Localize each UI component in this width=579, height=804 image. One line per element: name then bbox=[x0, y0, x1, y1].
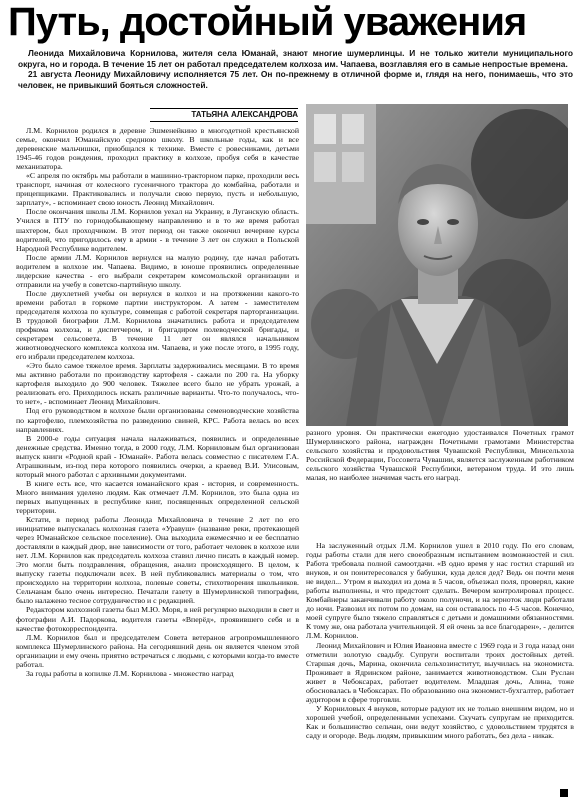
body-paragraph: «С апреля по октябрь мы работали в машинно-тракторном парке, проходили весь транспорт, начиная от колесного гусеничного трактора до комбайна, работали и прицепщиками. Практиковались и получали свою первую, пусть и небольшую, зарплату», - вспоминает свою юность Леонид Михайлович. bbox=[16, 171, 299, 208]
body-paragraph: разного уровня. Он практически ежегодно удостаивался Почетных грамот Шумерлинского района, награжден Почетными грамотами Министерства сельского хозяйства и продовольствия Чувашской Республики, Минсельхоза Российской Федерации, Госсовета Чувашии, является заслуженным работником сельского хозяйства Чувашской Республики, ветераном труда. И это лишь малая, но наиболее значимая часть его наград. bbox=[306, 428, 574, 483]
body-paragraph: После окончания школы Л.М. Корнилов уехал на Украину, в Луганскую область. Учился в ПТУ по горнодобывающему направлению и в то же время работал шахтером, был проходчиком. В этот период он также окончил вечерние курсы водителей, что пригодилось ему в армии - в течение 3 лет он служил в Польской Народной Республике водителем. bbox=[16, 207, 299, 253]
portrait-illustration bbox=[306, 104, 568, 426]
end-of-article-icon bbox=[560, 789, 568, 797]
article-lead bbox=[18, 48, 573, 90]
body-paragraph: Леонид Михайлович и Юлия Ивановна вместе с 1969 года и 3 года назад они отметили золотую свадьбу. Супруги воспитали троих достойных детей. Старшая дочь, Марина, окончила сельхозинститут, выучилась на экономиста. Проживает в Ядринском районе, занимается животноводством. Сын Руслан живет в Чебоксарах, работает водителем. Младшая дочь, Алина, тоже обосновалась в Чебоксарах. По образованию она экономист-бухгалтер, работает аудитором в сфере торговли. bbox=[306, 640, 574, 704]
body-paragraph: В книге есть все, что касается юманайского края - история, и современность. Много внимания уделено людям. Как отмечает Л.М. Корнилов, это была одна из первых выпущенных в республике книг, посвященных определенной сельской территории. bbox=[16, 478, 299, 515]
byline: ТАТЬЯНА АЛЕКСАНДРОВА bbox=[150, 108, 298, 122]
body-paragraph: После двухлетней учебы он вернулся в колхоз и на протяжении какого-то времени работал в горкоме партии инструктором. А затем - заместителем председателя колхоза по культуре, совмещая с работой секретаря парторганизации. В трудовой биографии Л.М. Корнилова значатились работа и председателем профкома колхоза, и диспетчером, и бригадиром полеводческой бригады, и секретарем сельсовета. В течение 11 лет он являлся начальником животноводческого комплекса колхоза им. Чапаева, и уже после этого, в 1995 году, его избрали председателем колхоза. bbox=[16, 288, 299, 362]
body-paragraph: Л.М. Корнилов родился в деревне Эшменейкино в многодетной крестьянской семье, окончил Юманайскую среднюю школу. В школьные годы, как и все деревенские мальчишки, приобщался к технике. Вместе с ровесниками, детьми 1945-46 годов рождения, проходил практику в колхозе, пробуя себя в качестве механизатора. bbox=[16, 126, 299, 172]
headline: Путь, достойный уважения bbox=[8, 0, 527, 44]
body-paragraph: Л.М. Корнилов был и председателем Совета ветеранов агропромышленного комплекса Шумерлинского района. На сегодняшний день он является членом этой организации и ему очень приятно встречаться с людьми, с которыми когда-то вместе работал. bbox=[16, 632, 299, 669]
body-paragraph: За годы работы в копилке Л.М. Корнилова - множество наград bbox=[26, 668, 234, 678]
body-paragraph: Редактором колхозной газеты был М.Ю. Моря, в ней регулярно выходили в свет и фотографии А.И. Падоркова, водителя газеты «Вперёд», проявившего себя и в качестве фотокорреспондента. bbox=[16, 605, 299, 633]
article-column-left bbox=[16, 126, 299, 798]
body-paragraph: После армии Л.М. Корнилов вернулся на малую родину, где начал работать водителем в колхозе им. Чапаева. Видимо, в юноше проявились определенные лидерские качества - его выбрали секретарем комсомольской организации и отправили на учебу в советско-партийную школу. bbox=[16, 252, 299, 289]
body-paragraph: На заслуженный отдых Л.М. Корнилов ушел в 2010 году. По его словам, годы работы стали для него своеобразным испытанием возможностей и сил. Работа требовала полной самоотдачи. «В одно время у нас гостил старший из внуков, и он поинтересовался у бабушки, куда делся дед? Ведь он почти меня не видел... Утром я выходил из дома в 5 часов, объезжал поля, проверял, какие работы выполнены, и что предстоит сделать. Вечером контролировал процесс. Комбайнеры заканчивали работу около полуночи, и на зерноток люди работали до ночи. Развозил их потом по домам, на сон оставалось по 4-5 часов. Конечно, моей супруге было тяжело справляться с детьми и домашними обязанностями. К тому же, она работала учительницей. Я ей очень за все благодарен», - делится Л.М. Корнилов. bbox=[306, 541, 574, 641]
body-paragraph: Кстати, в период работы Леонида Михайловича в течение 2 лет по его инициативе выпускалась колхозная газета «Уравуш» (название реки, протекающей через Юманайское сельское поселение). Она выходила ежемесячно и ее бесплатно доставляли в каждый двор, вне зависимости от того, работает человек в колхозе или нет. Л.М. Корнилов как председатель колхоза ставил лично писать в каждый номер. Это могли быть поздравления, обращения, анализ происходящего. В целом, к выпуску газеты подключали всех. В ней публиковались материалы о том, что происходило на территории колхоза, полевые советы, стихотворения школьников. Сельчанам было очень интересно. Печатали газету в Шумерлинской типографии, было налажено тесное сотрудничество и с редакцией. bbox=[16, 515, 299, 606]
body-paragraph: В 2000-е годы ситуация начала налаживаться, появились и определенные денежные средства. Именно тогда, в 2000 году, Л.М. Корниловым был организован выпуск книги «Родной край - Юманай». Работа велась совместно с писателем Г.А. Атрашкиным, из-под пера которого появились очерки, а краевед В.И. Улисовым, который много работал с архивными документами. bbox=[16, 433, 299, 479]
article-column-right bbox=[306, 541, 574, 799]
lead-paragraph: Леонида Михайловича Корнилова, жителя села Юманай, знают многие шумерлинцы. И не только жители муниципального округа, но и города. В течение 15 лет он работал председателем колхоза им. Чапаева, возглавляя его в самые непростые времена. bbox=[18, 48, 573, 69]
portrait-photo bbox=[306, 104, 568, 426]
article-column-right-top bbox=[306, 428, 574, 538]
lead-paragraph: 21 августа Леониду Михайловичу исполняется 75 лет. Он по-прежнему в отличной форме и, глядя на него, понимаешь, что это человек, не привыкший бояться сложностей. bbox=[18, 69, 573, 90]
body-paragraph: Под его руководством в колхозе были организованы семеноводческие хозяйства по картофелю, племхозяйства по разведению свиней, КРС. Работа велась во всех направлениях. bbox=[16, 406, 299, 434]
body-paragraph: «Это было самое тяжелое время. Зарплаты задерживались месяцами. В то время мы активно работали по производству картофеля - сажали по 200 га. На уборку картофеля выходило до 900 человек. Тяжелее всего было не убрать урожай, а реализовать его. Приходилось искать различные варианты. Что-то получалось, что-то нет», - вспоминает Леонид Михайлович. bbox=[16, 361, 299, 407]
body-paragraph: У Корниловых 4 внуков, которые радуют их не только внешним видом, но и хорошей учебой, определенными успехами. Скучать супругам не приходится. Как и большинство сельчан, они ведут хозяйство, с удовольствием трудятся в саду и огороде. Ведь людям, привыкшим много работать, без дела - никак. bbox=[306, 703, 574, 740]
